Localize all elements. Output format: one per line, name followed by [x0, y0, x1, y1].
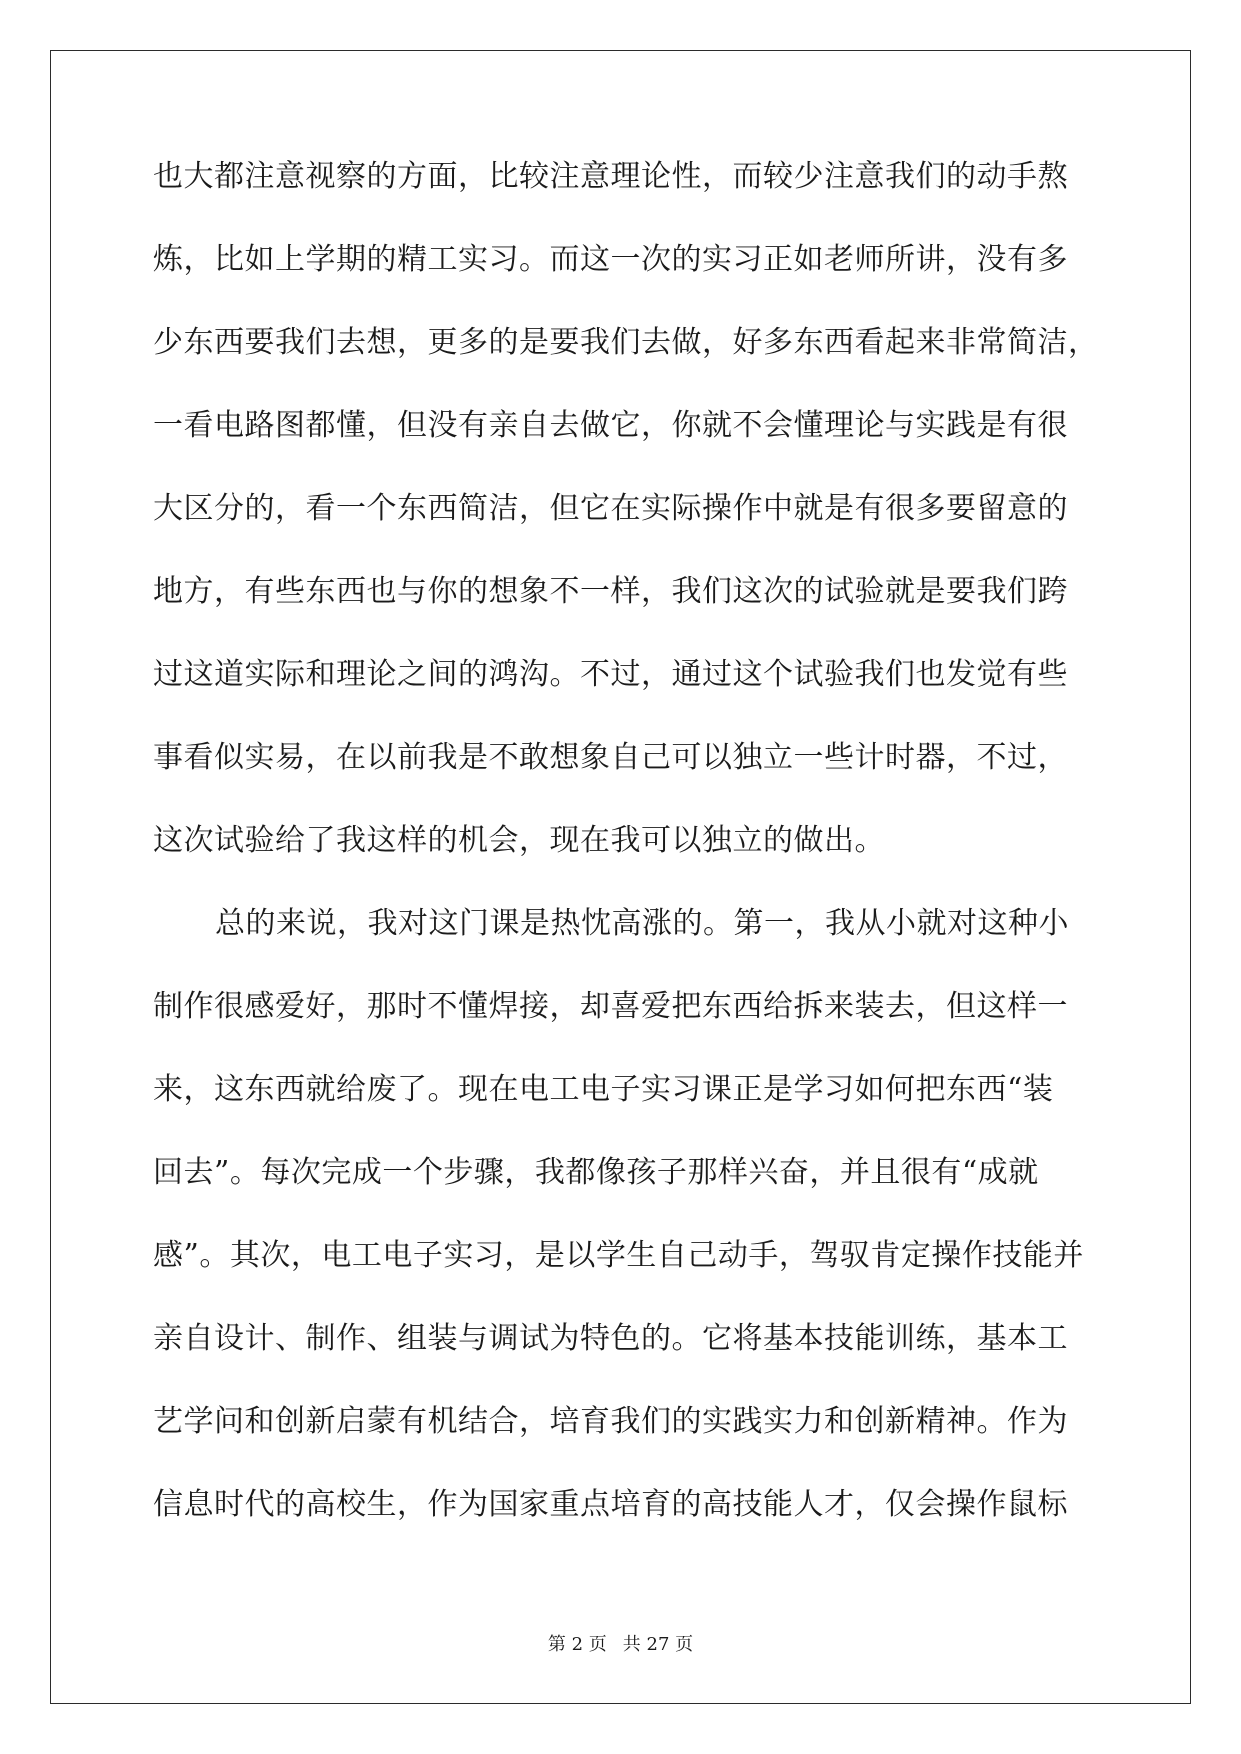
paragraph-start-line: 总的来说，我对这门课是热忱高涨的。第一，我从小就对这种小 [215, 906, 1069, 941]
document-body [153, 159, 1099, 1573]
text-line: 回去”。每次完成一个步骤，我都像孩子那样兴奋，并且很有“成就 [153, 1155, 1039, 1190]
text-line: 炼，比如上学期的精工实习。而这一次的实习正如老师所讲，没有多 [153, 242, 1068, 277]
text-line: 这次试验给了我这样的机会，现在我可以独立的做出。 [153, 823, 885, 858]
text-line: 制作很感爱好，那时不懂焊接，却喜爱把东西给拆来装去，但这样一 [153, 989, 1068, 1024]
text-line: 大区分的，看一个东西简洁，但它在实际操作中就是有很多要留意的 [153, 491, 1068, 526]
text-line: 艺学问和创新启蒙有机结合，培育我们的实践实力和创新精神。作为 [153, 1404, 1068, 1439]
page-number: 第 2 页 [547, 1634, 607, 1655]
text-line: 感”。其次，电工电子实习，是以学生自己动手，驾驭肯定操作技能并 [153, 1238, 1084, 1273]
text-line: 信息时代的高校生，作为国家重点培育的高技能人才，仅会操作鼠标 [153, 1487, 1068, 1522]
text-line: 亲自设计、制作、组装与调试为特色的。它将基本技能训练，基本工 [153, 1321, 1068, 1356]
text-line: 少东西要我们去想，更多的是要我们去做，好多东西看起来非常简洁， [153, 325, 1099, 360]
text-line: 也大都注意视察的方面，比较注意理论性，而较少注意我们的动手熬 [153, 159, 1068, 194]
text-line: 来，这东西就给废了。现在电工电子实习课正是学习如何把东西“装 [153, 1072, 1054, 1107]
text-line: 事看似实易，在以前我是不敢想象自己可以独立一些计时器，不过， [153, 740, 1068, 775]
text-line: 地方，有些东西也与你的想象不一样，我们这次的试验就是要我们跨 [153, 574, 1068, 609]
page-total: 共 27 页 [622, 1634, 694, 1655]
text-line: 过这道实际和理论之间的鸿沟。不过，通过这个试验我们也发觉有些 [153, 657, 1068, 692]
text-line: 一看电路图都懂，但没有亲自去做它，你就不会懂理论与实践是有很 [153, 408, 1068, 443]
page-footer [0, 1630, 1241, 1656]
